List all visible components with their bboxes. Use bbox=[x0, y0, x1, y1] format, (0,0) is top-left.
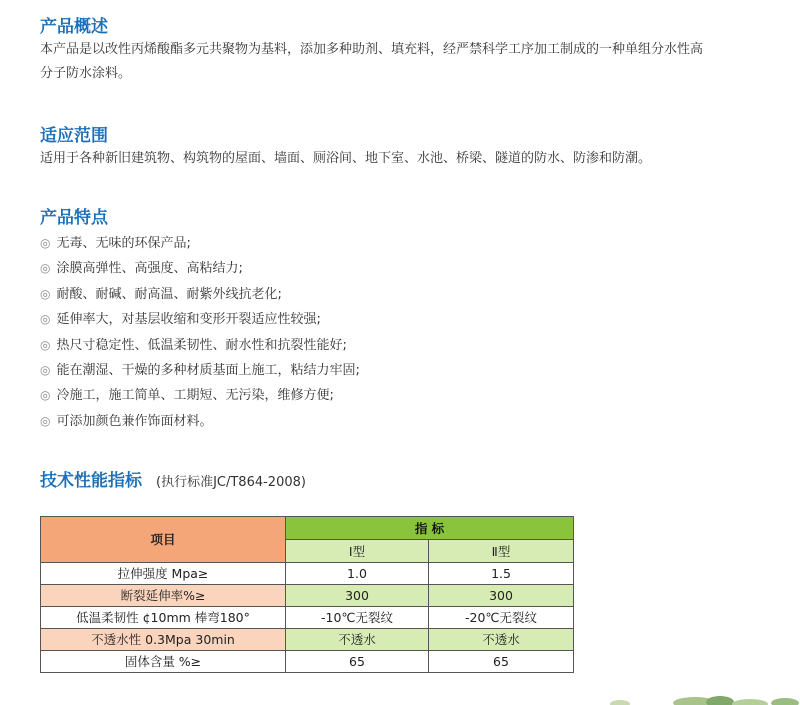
spec-table bbox=[40, 516, 574, 673]
row-value-type2: 300 bbox=[429, 585, 574, 607]
list-item: ◎ 冷施工，施工简单、工期短、无污染，维修方便; bbox=[40, 388, 334, 404]
overview-line-1: 本产品是以改性丙烯酸酯多元共聚物为基料，添加多种助剂、填充料，经严禁科学工序加工制成的一种单组分水性高 bbox=[40, 42, 704, 57]
bullet-icon: ◎ bbox=[40, 261, 51, 276]
row-value-type2: 不透水 bbox=[429, 629, 574, 651]
row-value-type2: 65 bbox=[429, 651, 574, 673]
tech-standard: (执行标准JC/T864-2008) bbox=[156, 475, 306, 490]
features-list bbox=[40, 231, 360, 434]
bullet-icon: ◎ bbox=[40, 236, 51, 250]
row-value-type1: 300 bbox=[286, 585, 429, 607]
tech-title: 技术性能指标 bbox=[40, 471, 142, 491]
col-index-header: 指 标 bbox=[286, 517, 574, 540]
overview-text bbox=[40, 38, 785, 86]
row-label: 固体含量 %≥ bbox=[41, 651, 286, 673]
row-label: 断裂延伸率%≥ bbox=[41, 585, 286, 607]
col-item-header: 项目 bbox=[41, 517, 286, 563]
col-type1-header: Ⅰ型 bbox=[286, 540, 429, 563]
row-label: 拉伸强度 Mpa≥ bbox=[41, 563, 286, 585]
list-item: ◎ 无毒、无味的环保产品; bbox=[40, 236, 191, 251]
table-row bbox=[41, 563, 574, 585]
overview-line-2: 分子防水涂料。 bbox=[40, 66, 132, 81]
table-row bbox=[41, 607, 574, 629]
row-label: 低温柔韧性 ¢10mm 棒弯180° bbox=[41, 607, 286, 629]
bullet-icon: ◎ bbox=[40, 413, 51, 428]
table-row bbox=[41, 629, 574, 651]
row-value-type2: 1.5 bbox=[429, 563, 574, 585]
list-item: ◎ 可添加颜色兼作饰面材料。 bbox=[40, 413, 213, 429]
row-value-type1: 1.0 bbox=[286, 563, 429, 585]
row-value-type1: 不透水 bbox=[286, 629, 429, 651]
list-item: ◎ 热尺寸稳定性、低温柔韧性、耐水性和抗裂性能好; bbox=[40, 337, 347, 353]
scope-heading: 适应范围 bbox=[40, 126, 108, 146]
table-row bbox=[41, 651, 574, 673]
list-item: ◎ 耐酸、耐碱、耐高温、耐紫外线抗老化; bbox=[40, 286, 282, 302]
table-row bbox=[41, 585, 574, 607]
bullet-icon: ◎ bbox=[40, 337, 51, 352]
bullet-icon: ◎ bbox=[40, 388, 51, 403]
row-value-type1: -10℃无裂纹 bbox=[286, 607, 429, 629]
table-header-row bbox=[41, 517, 574, 540]
bullet-icon: ◎ bbox=[40, 312, 51, 327]
bullet-icon: ◎ bbox=[40, 362, 51, 377]
tech-heading bbox=[40, 466, 306, 491]
overview-heading: 产品概述 bbox=[40, 17, 108, 37]
list-item: ◎ 涂膜高弹性、高强度、高粘结力; bbox=[40, 261, 243, 277]
decorative-plant-image bbox=[600, 690, 800, 705]
col-type2-header: Ⅱ型 bbox=[429, 540, 574, 563]
bullet-icon: ◎ bbox=[40, 286, 51, 301]
list-item: ◎ 延伸率大，对基层收缩和变形开裂适应性较强; bbox=[40, 312, 321, 328]
scope-text: 适用于各种新旧建筑物、构筑物的屋面、墙面、厕浴间、地下室、水池、桥梁、隧道的防水、防渗和防潮。 bbox=[40, 151, 652, 166]
row-value-type2: -20℃无裂纹 bbox=[429, 607, 574, 629]
list-item: ◎ 能在潮湿、干燥的多种材质基面上施工，粘结力牢固; bbox=[40, 362, 360, 378]
features-heading: 产品特点 bbox=[40, 208, 108, 228]
row-value-type1: 65 bbox=[286, 651, 429, 673]
row-label: 不透水性 0.3Mpa 30min bbox=[41, 629, 286, 651]
